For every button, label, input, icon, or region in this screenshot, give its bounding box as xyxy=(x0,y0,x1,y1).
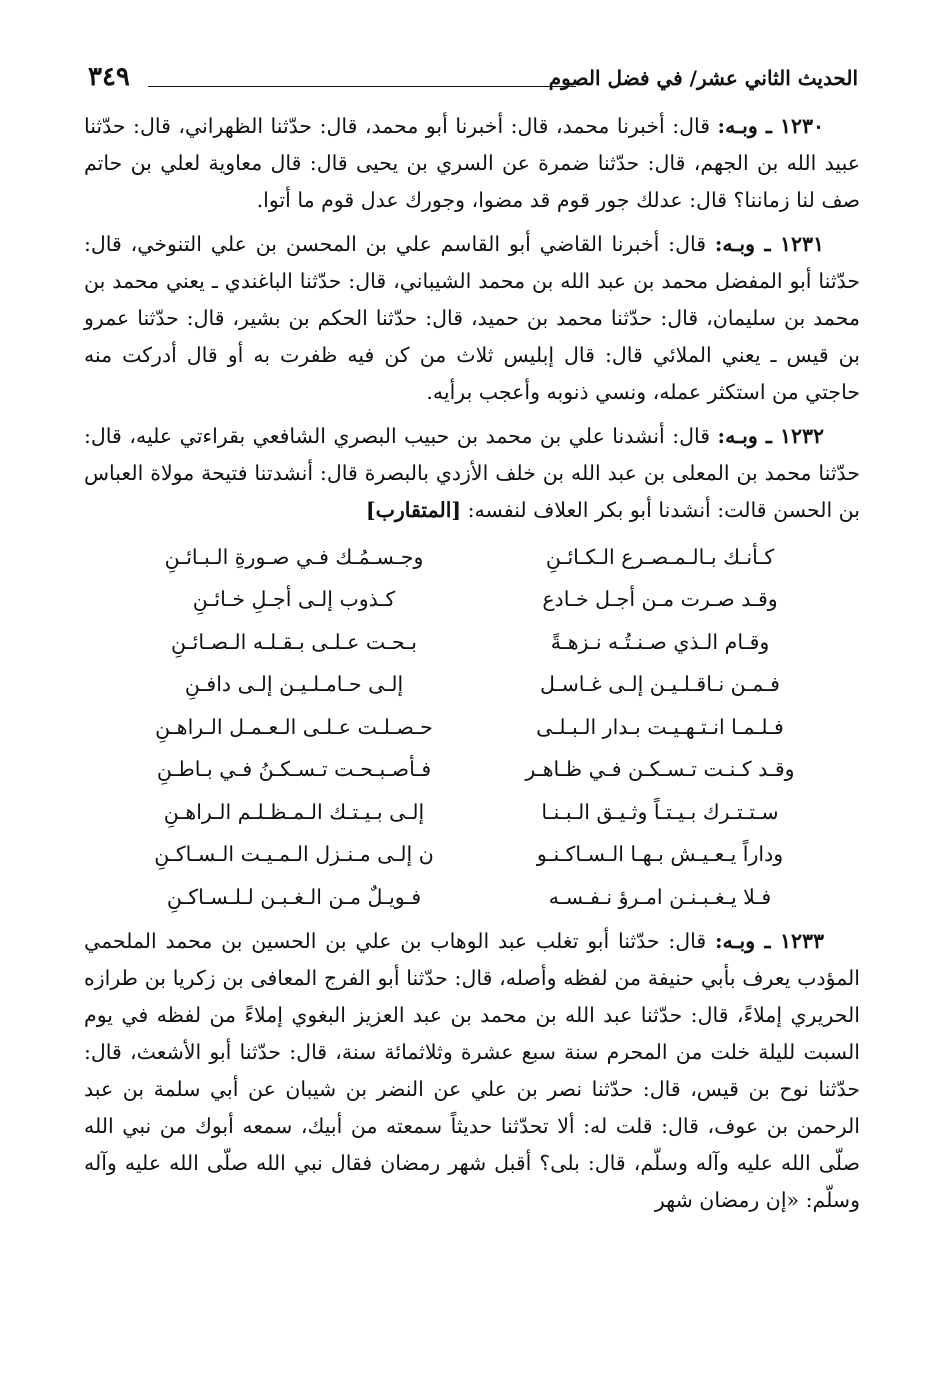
verse-second-hemistich: إلـى حـامـلـيـن إلـى دافـنِ xyxy=(184,672,404,697)
paragraph-1231 xyxy=(84,226,860,411)
paragraph-text: قال: أخبرنا القاضي أبو القاسم علي بن المحسن بن علي التنوخي، قال: حدّثنا أبو المفضل محمد بن عبد الله بن محمد الشيباني، قال: حدّثنا الباغندي ـ يعني محمد بن محمد بن سليمان، قال: حدّثنا محمد بن حميد، قال: حدّثنا الحكم بن بشير، قال: حدّثنا عمرو بن قيس ـ يعني الملائي قال: قال إبليس ثلاث من كن فيه ظفرت به أو قال أدركت منه حاجتي من استكثر عمله، ونسي ذنوبه وأعجب برأيه. xyxy=(84,232,860,404)
verse-first-hemistich: وقـد صـرت مـن أجـل خـادع xyxy=(542,587,778,612)
paragraph-1232 xyxy=(84,418,860,529)
poem xyxy=(84,536,860,919)
poem-verse xyxy=(84,749,860,792)
verse-first-hemistich: سـتـتـرك بـيـتـاً وثـيـق الـبـنـا xyxy=(541,799,779,824)
paragraph-1233 xyxy=(84,923,860,1219)
page-body xyxy=(84,108,860,1226)
paragraph-text: قال: أنشدنا علي بن محمد بن حبيب البصري الشافعي بقراءتي عليه، قال: حدّثنا محمد بن المعلى بن عبد الله بن خلف الأزدي بالبصرة قال: أنشدتنا فتيحة مولاة العباس بن الحسن قالت: أنشدنا أبو بكر العلاف لنفسه: xyxy=(84,424,860,522)
paragraph-1230 xyxy=(84,108,860,219)
poetic-meter: [المتقارب] xyxy=(365,498,462,522)
verse-first-hemistich: فـلـمـا انـتـهـيـت بـدار الـبـلـى xyxy=(536,714,784,739)
verse-second-hemistich: بـحـت عـلـى بـقـلـه الـصـائـنِ xyxy=(171,629,417,654)
verse-first-hemistich: فـمـن نـاقـلـيـن إلـى غـاسـل xyxy=(540,672,780,697)
running-header xyxy=(88,62,858,102)
poem-verse xyxy=(84,536,860,579)
poem-verse xyxy=(84,579,860,622)
header-rule xyxy=(148,86,576,87)
chapter-title: الحديث الثاني عشر/ في فضل الصوم xyxy=(548,66,858,90)
poem-verse xyxy=(84,876,860,919)
hadith-number: ١٢٣٣ ـ وبـه: xyxy=(714,928,824,953)
poem-verse xyxy=(84,664,860,707)
verse-second-hemistich: حـصـلـت عـلـى الـعـمـل الـراهـنِ xyxy=(155,714,433,739)
verse-first-hemistich: فـلا يـغـبـنـن امـرؤ نـفـسـه xyxy=(548,884,772,909)
verse-first-hemistich: كـأنـك بـالـمـصـرع الـكـائـنِ xyxy=(545,544,775,569)
paragraph-text: قال: أخبرنا محمد، قال: أخبرنا أبو محمد، قال: حدّثنا الظهراني، قال: حدّثنا عبيد الله بن الجهم، قال: حدّثنا ضمرة عن السري بن يحيى قال: قال معاوية لعلي بن حاتم صف لنا زماننا؟ قال: عدلك جور قوم قد مضوا، وجورك عدل قوم ما أتوا. xyxy=(84,114,860,212)
verse-first-hemistich: وقـام الـذي صـنـتُـه نـزهـةً xyxy=(550,629,770,654)
verse-first-hemistich: وقـد كـنـت تـسـكـن فـي ظـاهـر xyxy=(525,757,795,782)
page-number: ٣٤٩ xyxy=(88,62,130,92)
paragraph-text: قال: حدّثنا أبو تغلب عبد الوهاب بن علي بن الحسين بن محمد الملحمي المؤدب يعرف بأبي حنيفة من لفظه وأصله، قال: حدّثنا أبو الفرج المعافى بن زكريا بن طرازه الحريري إملاءً، قال: حدّثنا عبد الله بن محمد بن عبد العزيز البغوي إملاءً من لفظه في يوم السبت لليلة خلت من المحرم سنة سبع عشرة وثلاثمائة سنة، قال: حدّثنا أبو الأشعث، قال: حدّثنا نوح بن قيس، قال: حدّثنا نصر بن علي عن النضر بن شيبان عن أبي سلمة بن عبد الرحمن بن عوف، قال: قلت له: ألا تحدّثنا حديثاً سمعته من أبيك، سمعه أبوك من نبي الله صلّى الله عليه وآله وسلّم، قال: بلى؟ أقبل شهر رمضان فقال نبي الله صلّى الله عليه وآله وسلّم: «إن رمضان شهر xyxy=(84,928,860,1212)
poem-verse xyxy=(84,621,860,664)
verse-second-hemistich: فـويـلٌ مـن الـغـبـن لـلـسـاكـنِ xyxy=(166,884,422,909)
verse-second-hemistich: ن إلـى مـنـزل الـمـيـت الـسـاكـنِ xyxy=(154,842,434,867)
hadith-number: ١٢٣٢ ـ وبـه: xyxy=(717,424,824,448)
hadith-number: ١٢٣١ ـ وبـه: xyxy=(714,232,824,256)
poem-verse xyxy=(84,706,860,749)
hadith-number: ١٢٣٠ ـ وبـه: xyxy=(717,114,824,138)
verse-first-hemistich: وداراً يـعـيـش بـهـا الـسـاكـنـو xyxy=(536,842,784,867)
poem-verse xyxy=(84,834,860,877)
verse-second-hemistich: فـأصـبـحـت تـسـكـنُ فـي بـاطـنِ xyxy=(156,757,432,782)
verse-second-hemistich: وجـسـمُـك فـي صـورةِ الـبـائـنِ xyxy=(164,544,424,569)
verse-second-hemistich: إلـى بـيـتـك الـمـظـلـم الـراهـنِ xyxy=(163,799,425,824)
poem-verse xyxy=(84,791,860,834)
verse-second-hemistich: كـذوب إلـى أجـلِ خـائـنِ xyxy=(192,587,396,612)
